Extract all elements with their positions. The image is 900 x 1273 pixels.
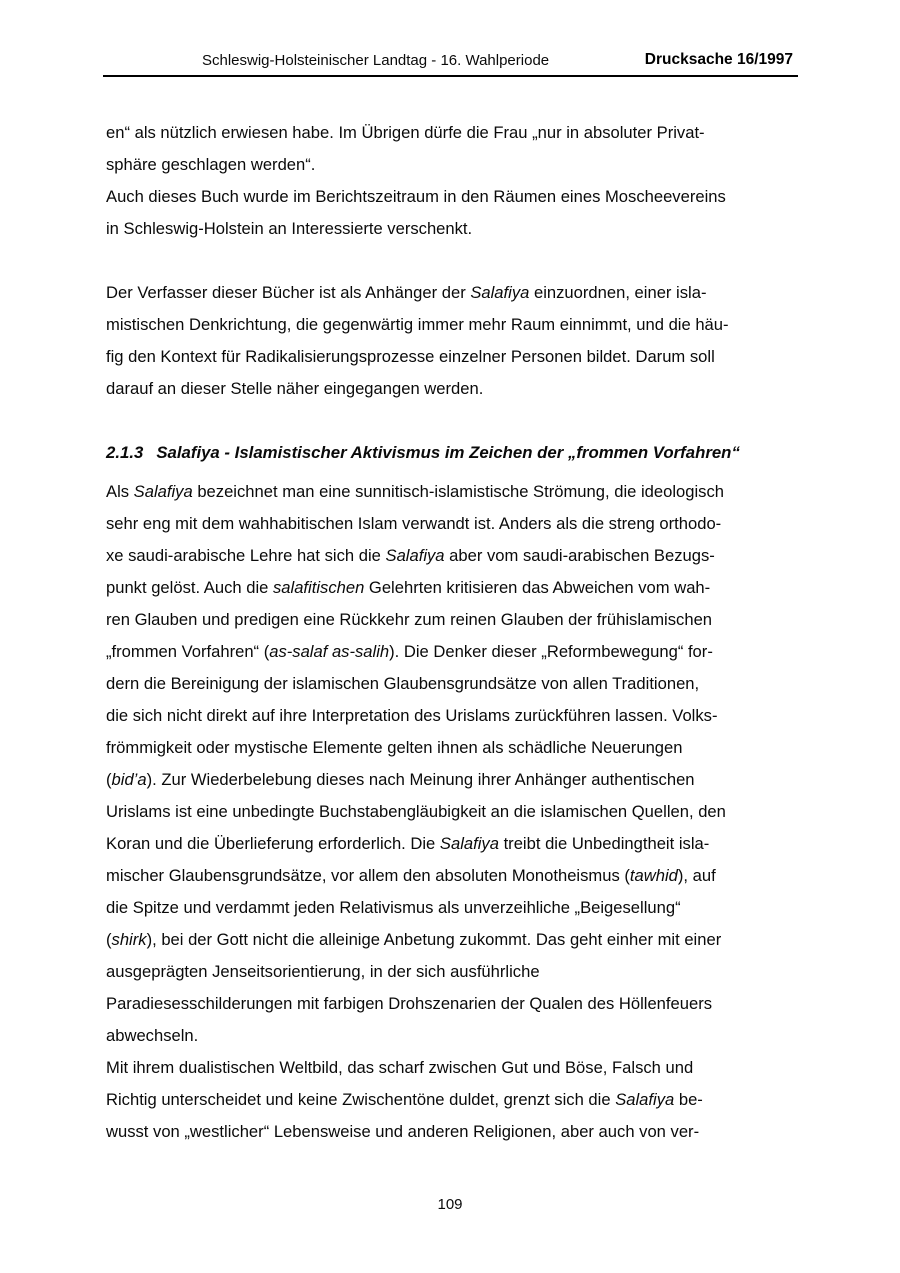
text-line: Mit ihrem dualistischen Weltbild, das scharf zwischen Gut und Böse, Falsch und [106,1058,694,1077]
text-line: wusst von „westlicher“ Lebensweise und anderen Religionen, aber auch von ver- [106,1122,700,1141]
text-line: xe saudi-arabische Lehre hat sich die Salafiya aber vom saudi-arabischen Bezugs- [106,546,715,565]
text-line: in Schleswig-Holstein an Interessierte verschenkt. [106,219,473,238]
text-line: sehr eng mit dem wahhabitischen Islam verwandt ist. Anders als die streng orthodo- [106,514,722,533]
paragraph [106,476,798,1052]
text-line: frömmigkeit oder mystische Elemente gelten ihnen als schädliche Neuerungen [106,738,683,757]
text-line: Der Verfasser dieser Bücher ist als Anhänger der Salafiya einzuordnen, einer isla- [106,283,707,302]
text-line: Als Salafiya bezeichnet man eine sunnitisch-islamistische Strömung, die ideologisch [106,482,724,501]
text-line: punkt gelöst. Auch die salafitischen Gelehrten kritisieren das Abweichen vom wah- [106,578,711,597]
text-line: darauf an dieser Stelle näher eingegangen werden. [106,379,484,398]
text-line: Richtig unterscheidet und keine Zwischentöne duldet, grenzt sich die Salafiya be- [106,1090,703,1109]
paragraph [106,117,798,245]
text-line: (bid’a). Zur Wiederbelebung dieses nach Meinung ihrer Anhänger authentischen [106,770,695,789]
header-divider-rule [103,75,798,77]
header-right-title: Drucksache 16/1997 [644,51,793,68]
section-number: 2.1.3 [106,443,144,462]
text-line: die Spitze und verdammt jeden Relativismus als unverzeihliche „Beigesellung“ [106,898,681,917]
text-line: en“ als nützlich erwiesen habe. Im Übrigen dürfe die Frau „nur in absoluter Privat- [106,123,705,142]
text-line: (shirk), bei der Gott nicht die alleinige Anbetung zukommt. Das geht einher mit einer [106,930,722,949]
text-line: Paradiesesschilderungen mit farbigen Drohszenarien der Qualen des Höllenfeuers [106,994,713,1013]
paragraph [106,1052,798,1148]
text-line: Auch dieses Buch wurde im Berichtszeitraum in den Räumen eines Moscheevereins [106,187,726,206]
text-line: Koran und die Überlieferung erforderlich. Die Salafiya treibt die Unbedingtheit isla- [106,834,710,853]
text-line: abwechseln. [106,1026,199,1045]
text-line: ausgeprägten Jenseitsorientierung, in der sich ausführliche [106,962,540,981]
section-heading [106,437,798,469]
text-line: Urislams ist eine unbedingte Buchstabengläubigkeit an die islamischen Quellen, den [106,802,726,821]
section-title: Salafiya - Islamistischer Aktivismus im Zeichen der „frommen Vorfahren“ [156,443,740,462]
text-line: mischer Glaubensgrundsätze, vor allem den absoluten Monotheismus (tawhid), auf [106,866,716,885]
text-line: „frommen Vorfahren“ (as-salaf as-salih). Die Denker dieser „Reformbewegung“ for- [106,642,713,661]
text-line: dern die Bereinigung der islamischen Glaubensgrundsätze von allen Traditionen, [106,674,700,693]
blank-line [106,245,798,277]
header-left-title: Schleswig-Holsteinischer Landtag - 16. Wahlperiode [202,52,550,69]
document-content [106,117,798,1148]
text-line: sphäre geschlagen werden“. [106,155,316,174]
page-number: 109 [437,1196,463,1213]
blank-line [106,405,798,437]
text-line: fig den Kontext für Radikalisierungsprozesse einzelner Personen bildet. Darum soll [106,347,715,366]
paragraph [106,277,798,405]
text-line: mistischen Denkrichtung, die gegenwärtig immer mehr Raum einnimmt, und die häu- [106,315,729,334]
text-line: ren Glauben und predigen eine Rückkehr zum reinen Glauben der frühislamischen [106,610,713,629]
text-line: die sich nicht direkt auf ihre Interpretation des Urislams zurückführen lassen. Volks- [106,706,718,725]
